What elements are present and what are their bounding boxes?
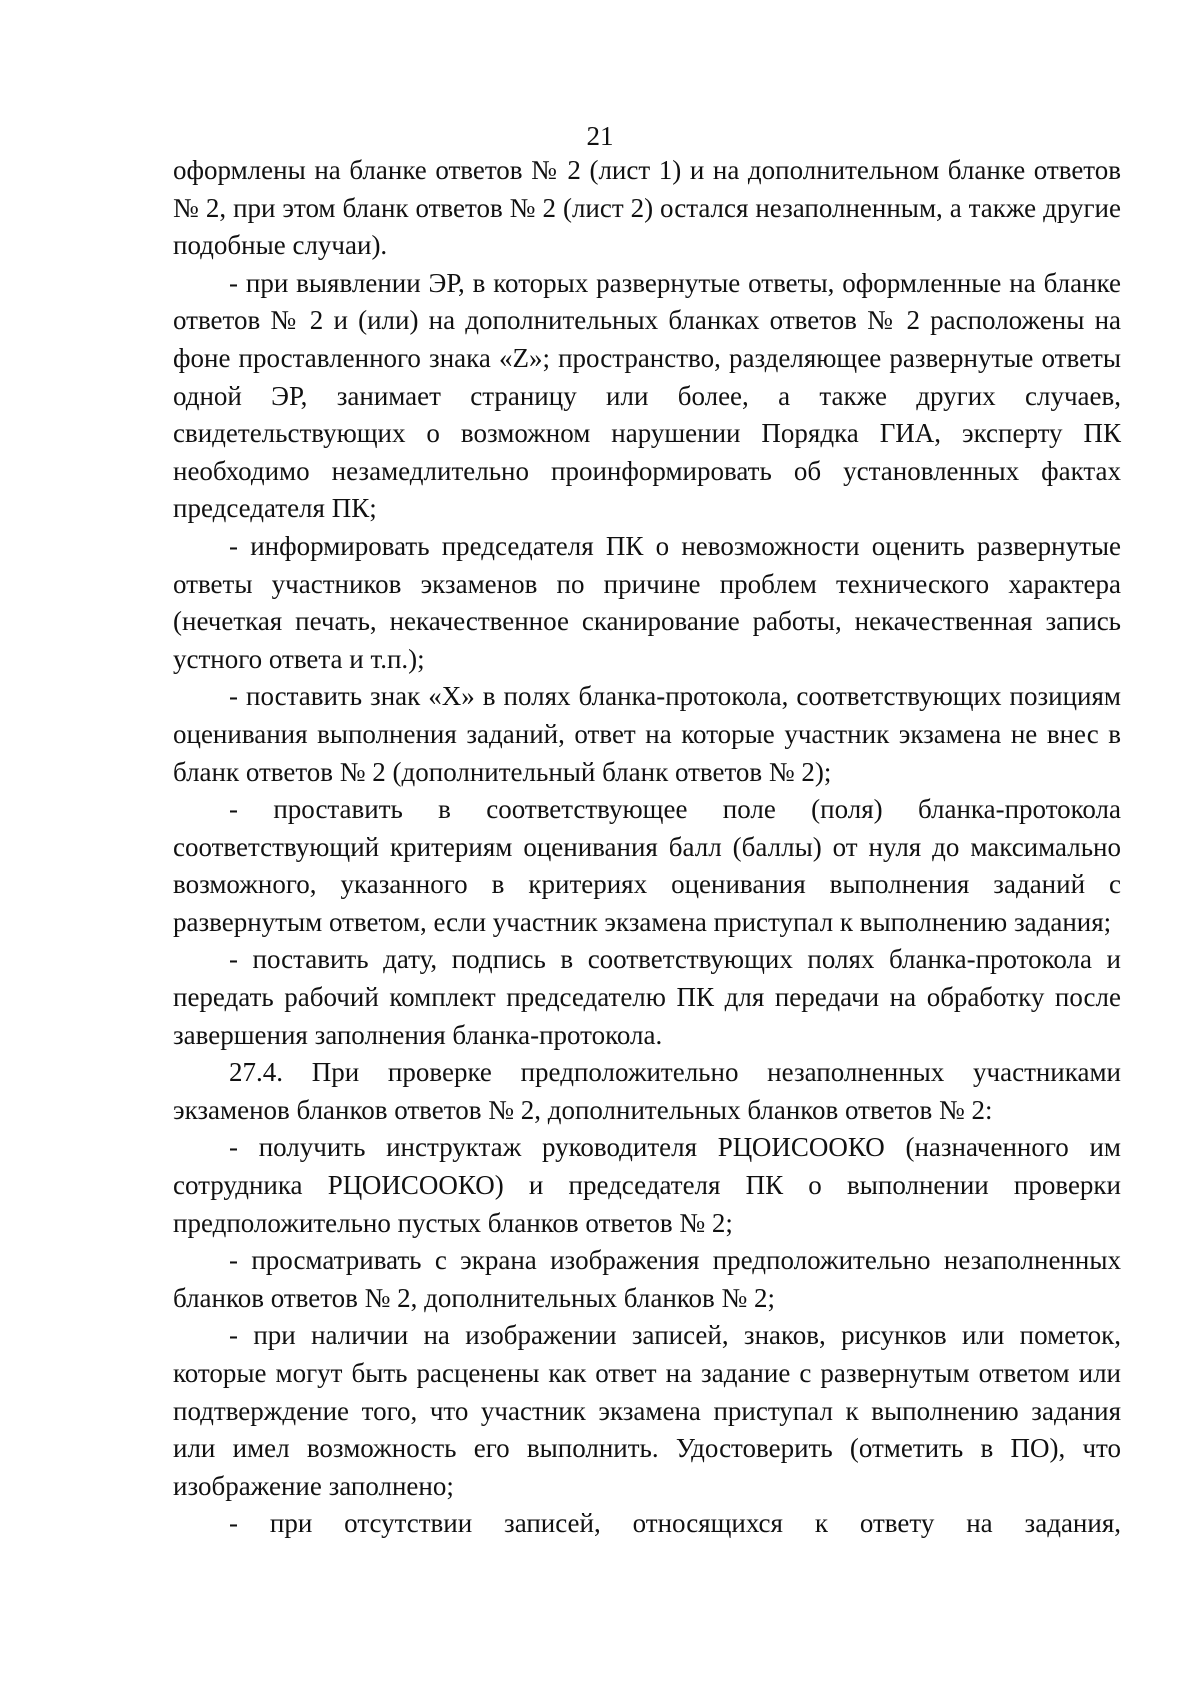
paragraph-item-sign-and-transfer: - поставить дату, подпись в соответствующих полях бланка-протокола и передать рабочий комплект председателю ПК для передачи на обработку после завершения заполнения бланка-протокола.	[173, 944, 1121, 1050]
paragraph-item-violations: - при выявлении ЭР, в которых развернутые ответы, оформленные на бланке ответов № 2 и (или) на дополнительных бланках ответов № 2 расположены на фоне проставленного знака «Z»; пространство, разделяющее развернутые ответы одной ЭР, занимает страницу или более, а также других случаев, свидетельствующих о возможном нарушении Порядка ГИА, эксперту ПК необходимо незамедлительно проинформировать об установленных фактах председателя ПК;	[173, 267, 1121, 524]
paragraph-item-instruction: - получить инструктаж руководителя РЦОИСООКО (назначенного им сотрудника РЦОИСООКО) и председателя ПК о выполнении проверки предположительно пустых бланков ответов № 2;	[173, 1132, 1121, 1238]
paragraph-item-score: - проставить в соответствующее поле (поля) бланка-протокола соответствующий критериям оценивания балл (баллы) от нуля до максимально возможного, указанного в критериях оценивания выполнения заданий с развернутым ответом, если участник экзамена приступал к выполнению задания;	[173, 794, 1121, 937]
paragraph-item-view-images: - просматривать с экрана изображения предположительно незаполненных бланков ответов № 2, дополнительных бланков № 2;	[173, 1245, 1121, 1313]
paragraph-item-mark-x: - поставить знак «Х» в полях бланка-протокола, соответствующих позициям оценивания выполнения заданий, ответ на которые участник экзамена не внес в бланк ответов № 2 (дополнительный бланк ответов № 2);	[173, 681, 1121, 787]
paragraph-continuation: оформлены на бланке ответов № 2 (лист 1) и на дополнительном бланке ответов № 2, при этом бланк ответов № 2 (лист 2) остался незаполненным, а также другие подобные случаи).	[173, 155, 1121, 261]
page-number: 21	[586, 121, 614, 151]
paragraph-item-records-absent: - при отсутствии записей, относящихся к ответу на задания,	[229, 1508, 1121, 1539]
paragraph-item-technical-issues: - информировать председателя ПК о невозможности оценить развернутые ответы участников экзаменов по причине проблем технического характера (нечеткая печать, некачественное сканирование работы, некачественная запись устного ответа и т.п.);	[173, 530, 1121, 674]
paragraph-item-records-present: - при наличии на изображении записей, знаков, рисунков или пометок, которые могут быть расценены как ответ на задание с развернутым ответом или подтверждение того, что участник экзамена приступал к выполнению задания или имел возможность его выполнить. Удостоверить (отметить в ПО), что изображение заполнено;	[173, 1320, 1121, 1501]
paragraph-section-27-4: 27.4. При проверке предположительно незаполненных участниками экзаменов бланков ответов № 2, дополнительных бланков ответов № 2:	[173, 1057, 1121, 1125]
document-body	[173, 152, 1121, 1543]
